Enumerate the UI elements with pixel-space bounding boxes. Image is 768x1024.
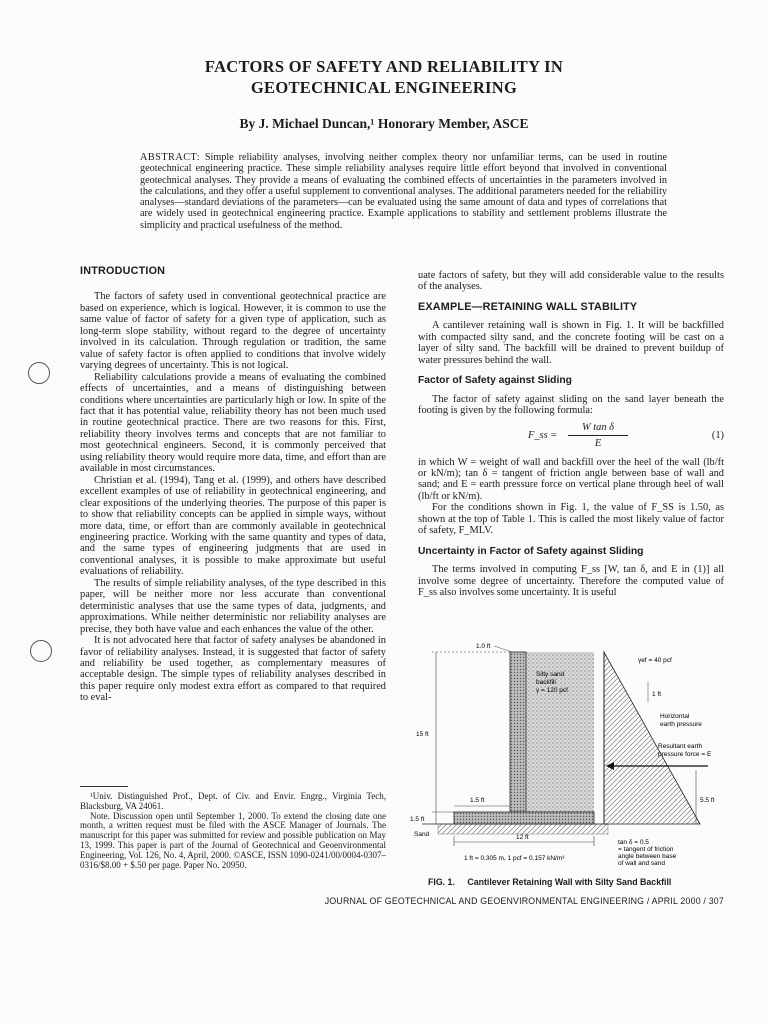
paragraph: The results of simple reliability analyses, of the type described in this paper, will be neither more nor less accurate than conventional deterministic analyses that use the same types of data, judgments, and approximations. While neither deterministic nor reliability analyses are precise, they both have value and each enhances the value of the other. [80, 577, 386, 635]
label-toe-width: 1.5 ft [470, 797, 485, 804]
journal-footer: JOURNAL OF GEOTECHNICAL AND GEOENVIRONMENTAL ENGINEERING / APRIL 2000 / 307 [324, 896, 724, 906]
paragraph: Reliability calculations provide a means of evaluating the combined effects of uncertainties, and a means of distinguishing between conditions where uncertainties are particularly high or low. In spite of the fact that it has potential value, reliability theory has not been much used in routine geotechnical practice. There are two reasons for this. First, reliability theory involves terms and concepts that are not familiar to most geotechnical engineers. Second, it is commonly perceived that using reliability theory would require more data, time, and effort than are available in most circumstances. [80, 371, 386, 475]
label-height: 15 ft [416, 731, 429, 738]
author-line: By J. Michael Duncan,¹ Honorary Member, ASCE [239, 116, 529, 131]
label-tan-4: of wall and sand [618, 860, 665, 867]
label-tan-1: tan δ = 0.5 [618, 839, 649, 846]
paragraph: in which W = weight of wall and backfill over the heel of the wall (lb/ft or kN/m); tan δ = tangent of friction angle between base of wall and sand; and E = earth pressure force on vertical plane through heel of wall (lb/ft or kN/m). [418, 456, 724, 502]
paragraph: It is not advocated here that factor of safety analyses be abandoned in favor of reliability analyses. Instead, it is suggested that factor of safety and reliability be used together, as complementary measures of acceptable design. The simple types of reliability analyses described in this paper require only modest extra effort as compared to that required to eval- [80, 635, 386, 704]
right-column [418, 270, 724, 599]
punch-hole-lower [30, 640, 52, 662]
label-backfill-1: Silty sand [536, 671, 565, 678]
label-backfill-2: backfill [536, 679, 556, 686]
sand-layer [438, 824, 608, 834]
paragraph: A cantilever retaining wall is shown in Fig. 1. It will be backfilled with compacted silty sand, and the concrete footing will be cast on a layer of silty sand. The backfill will be drained to prevent buildup of water pressures behind the wall. [418, 320, 724, 366]
equation-lhs: F_ss = [528, 429, 558, 441]
subheading-uncertainty: Uncertainty in Factor of Safety against Sliding [418, 545, 644, 557]
punch-hole-upper [28, 362, 50, 384]
label-horizontal-1: Horizontal [660, 713, 690, 720]
label-resultant-1: Resultant earth [658, 743, 703, 750]
equation-number: (1) [711, 429, 724, 441]
paragraph: For the conditions shown in Fig. 1, the value of F_SS is 1.50, as shown at the top of Table 1. This is called the most likely value of factor of safety, F_MLV. [418, 502, 724, 537]
title-line-2: GEOTECHNICAL ENGINEERING [250, 78, 518, 97]
section-heading-example: EXAMPLE—RETAINING WALL STABILITY [418, 300, 638, 313]
label-top-width: 1.0 ft [476, 643, 491, 650]
label-sand: Sand [414, 831, 430, 838]
figure-caption [428, 877, 671, 887]
title-line-1: FACTORS OF SAFETY AND RELIABILITY IN [204, 57, 564, 76]
abstract-text: Simple reliability analyses, involving neither complex theory nor unfamiliar terms, can be used in routine geotechnical engineering practice. These simple reliability analyses require little effort beyond that involved in conventional geotechnical analyses. They provide a means of evaluating the combined effects of uncertainties in the parameters involved in the calculations, and they offer a useful supplement to conventional analyses. The additional parameters needed for the reliability analyses—standard deviations of the parameters—can be evaluated using the same amount of data and types of correlations that are widely used in geotechnical engineering practice. Example applications to stability and settlement problems illustrate the simplicity and practical usefulness of the method. [140, 152, 668, 231]
footnotes [80, 792, 386, 870]
label-footing-thickness: 1.5 ft [410, 816, 425, 823]
abstract [140, 152, 667, 231]
label-tan-2: = tangent of friction [618, 846, 674, 853]
wall-stem [510, 652, 526, 812]
equation-numerator: W tan δ [582, 421, 614, 433]
label-equivalent-fluid: γef = 40 pcf [638, 657, 672, 664]
figure-caption-text: Cantilever Retaining Wall with Silty Sand Backfill [467, 877, 672, 887]
paragraph: The terms involved in computing F_ss [W, tan δ, and E in (1)] all involve some degree of uncertainty. Therefore the computed value of F_ss also involves some uncertainty. It is useful [418, 564, 724, 599]
paper-title [0, 56, 768, 98]
label-tan-3: angle between base [618, 853, 677, 860]
paragraph: The factor of safety against sliding on the sand layer beneath the footing is given by the following formula: [418, 393, 724, 417]
earth-pressure-diagram [604, 652, 703, 824]
paragraph: The factors of safety used in conventional geotechnical practice are based on experience, which is logical. However, it is common to use the same value of factor of safety for a given type of application, such as long-term slope stability, without regard to the degree of uncertainty involved in its calculation. Through regulation or tradition, the same value of safety factor is often applied to conditions that involve widely varying degrees of uncertainty. This is not logical. [80, 291, 386, 372]
section-heading-introduction: INTRODUCTION [80, 265, 166, 277]
label-one-foot: 1 ft [652, 691, 662, 698]
equation-denominator: E [594, 437, 602, 449]
fraction-bar [568, 435, 628, 436]
label-horizontal-2: earth pressure [660, 721, 702, 728]
label-base-width: 12 ft [516, 834, 529, 841]
equation-1 [418, 420, 724, 454]
figure-1-retaining-wall [408, 638, 730, 878]
footnote-note: Note. Discussion open until September 1, 2000. To extend the closing date one month, a written request must be filed with the ASCE Manager of Journals. The manuscript for this paper was submitted for review and possible publication on May 13, 1999. This paper is part of the Journal of Geotechnical and Geoenvironmental Engineering, Vol. 126, No. 4, April, 2000. ©ASCE, ISSN 1090-0241/00/0004-0307–0316/$8.00 + $.50 per page. Paper No. 20950. [80, 810, 386, 870]
wall-footing [454, 812, 594, 824]
top-width-leader [494, 646, 512, 652]
left-column [80, 266, 386, 704]
figure-caption-label: FIG. 1. [428, 877, 455, 887]
label-resultant-height: 5.5 ft [700, 797, 715, 804]
label-resultant-2: pressure force = E [658, 751, 712, 758]
footnote-rule [80, 786, 128, 787]
paragraph: Christian et al. (1994), Tang et al. (1999), and others have described excellent examples of use of reliability in geotechnical engineering, and clear expositions of the underlying theories. The purpose of this paper is to show that reliability concepts can be applied in simple ways, without more data, time, or effort than are commonly available in geotechnical engineering practice. Working with the same quantity and types of data, and the same types of engineering judgments that are used in conventional analyses, it is possible to make approximate but useful evaluations of reliability. [80, 474, 386, 578]
subheading-factor-of-safety: Factor of Safety against Sliding [418, 375, 572, 387]
abstract-label: ABSTRACT: [140, 152, 201, 163]
footnote-affiliation: ¹Univ. Distinguished Prof., Dept. of Civ. and Envir. Engrg., Virginia Tech, Blacksburg, VA 24061. [80, 791, 386, 811]
label-backfill-3: γ = 120 pcf [536, 687, 568, 694]
continued-text: uate factors of safety, but they will add considerable value to the results of the analyses. [418, 270, 724, 293]
label-unit-conversion: 1 ft = 0.305 m, 1 pcf = 0.157 kN/m³ [464, 855, 565, 862]
